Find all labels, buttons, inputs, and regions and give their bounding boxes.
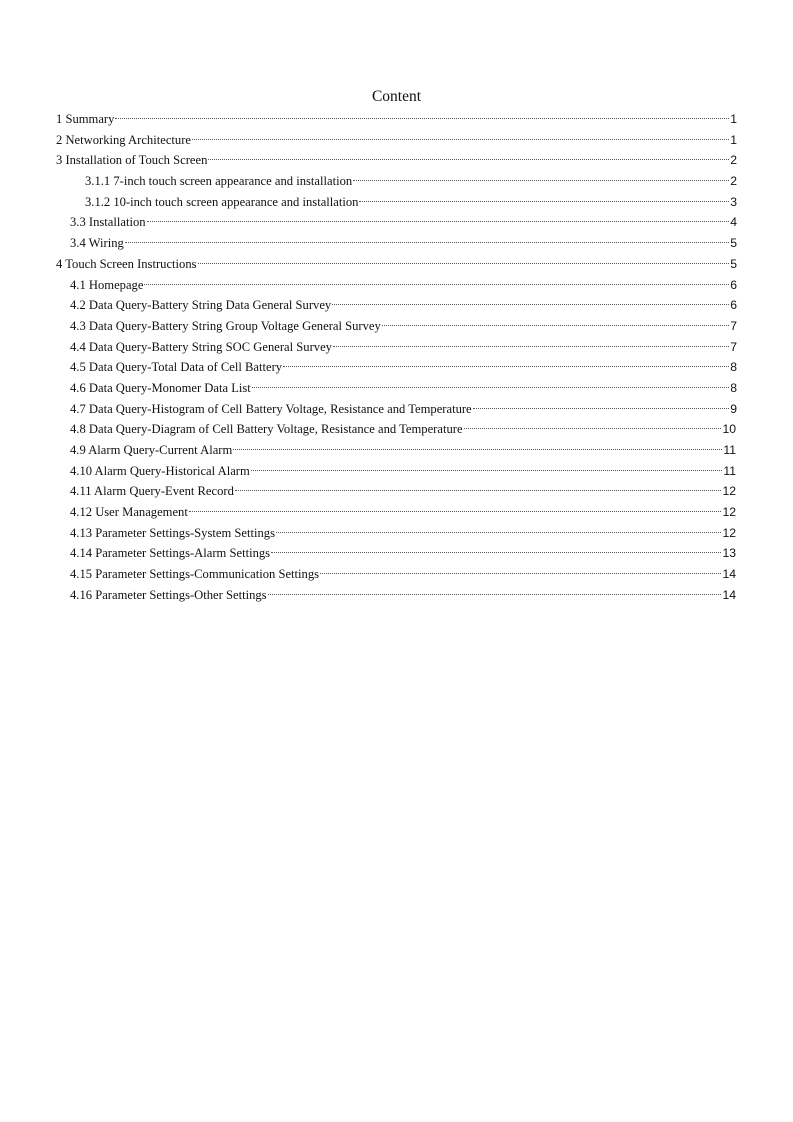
toc-entry-page-number: 7 xyxy=(730,318,737,333)
toc-entry-page-number: 12 xyxy=(722,525,736,540)
toc-entry[interactable] xyxy=(0,171,793,192)
toc-entry[interactable] xyxy=(0,357,793,378)
toc-dot-leader xyxy=(464,427,722,429)
toc-entry-label: 4.16 Parameter Settings-Other Settings xyxy=(70,587,267,602)
toc-entry-page-number: 13 xyxy=(722,546,736,561)
toc-dot-leader xyxy=(198,262,730,264)
toc-entry[interactable] xyxy=(0,233,793,254)
toc-entry-label: 4.14 Parameter Settings-Alarm Settings xyxy=(70,546,271,561)
toc-entry-label: 4.7 Data Query-Histogram of Cell Battery Voltage, Resistance and Temperature xyxy=(70,401,472,416)
toc-entry-label: 4.2 Data Query-Battery String Data General Survey xyxy=(70,298,332,313)
toc-entry-label: 4.4 Data Query-Battery String SOC General Survey xyxy=(70,339,332,354)
toc-entry-page-number: 6 xyxy=(730,298,737,313)
toc-entry[interactable] xyxy=(0,316,793,337)
toc-entry-label: 3.1.1 7-inch touch screen appearance and installation xyxy=(85,174,353,189)
toc-entry-label: 2 Networking Architecture xyxy=(56,132,191,147)
toc-entry-label: 4.1 Homepage xyxy=(70,277,144,292)
toc-entry-page-number: 7 xyxy=(730,339,737,354)
toc-entry-label: 3.4 Wiring xyxy=(70,236,124,251)
toc-entry-label: 4.3 Data Query-Battery String Group Voltage General Survey xyxy=(70,318,381,333)
toc-dot-leader xyxy=(268,593,722,595)
toc-dot-leader xyxy=(189,510,722,512)
toc-entry[interactable] xyxy=(0,399,793,420)
toc-entry-page-number: 1 xyxy=(730,112,737,126)
toc-entry[interactable] xyxy=(0,585,793,606)
toc-dot-leader xyxy=(147,220,730,222)
toc-entry-page-number: 4 xyxy=(730,215,737,230)
toc-dot-leader xyxy=(125,241,729,243)
toc-entry-page-number: 14 xyxy=(722,567,736,582)
toc-entry-page-number: 8 xyxy=(730,360,737,375)
toc-entry-label: 4.5 Data Query-Total Data of Cell Battery xyxy=(70,360,283,375)
toc-dot-leader xyxy=(192,138,729,140)
toc-entry-label: 4.6 Data Query-Monomer Data List xyxy=(70,380,251,395)
toc-entry[interactable] xyxy=(0,523,793,544)
toc-dot-leader xyxy=(473,407,730,409)
toc-entry[interactable] xyxy=(0,192,793,213)
toc-entry[interactable] xyxy=(0,275,793,296)
toc-entry[interactable] xyxy=(0,481,793,502)
toc-dot-leader xyxy=(144,283,729,285)
toc-entry-page-number: 12 xyxy=(722,484,736,499)
toc-entry-label: 3 Installation of Touch Screen xyxy=(56,153,208,168)
toc-entry[interactable] xyxy=(0,254,793,275)
toc-entry[interactable] xyxy=(0,130,793,151)
toc-entry-label: 4.12 User Management xyxy=(70,505,188,520)
toc-dot-leader xyxy=(320,572,721,574)
toc-entry-page-number: 8 xyxy=(730,380,737,395)
toc-entry[interactable] xyxy=(0,337,793,358)
toc-dot-leader xyxy=(235,489,722,491)
toc-entry-page-number: 3 xyxy=(730,194,737,209)
toc-entry-label: 3.1.2 10-inch touch screen appearance and installation xyxy=(85,194,359,209)
toc-entry-label: 4.11 Alarm Query-Event Record xyxy=(70,484,234,499)
toc-entry-page-number: 9 xyxy=(730,401,737,416)
toc-entry[interactable] xyxy=(0,543,793,564)
toc-entry[interactable] xyxy=(0,295,793,316)
toc-entry-page-number: 2 xyxy=(730,174,737,189)
toc-entry-label: 1 Summary xyxy=(56,112,115,126)
toc-entry-label: 4.8 Data Query-Diagram of Cell Battery Voltage, Resistance and Temperature xyxy=(70,422,463,437)
toc-entry-page-number: 14 xyxy=(722,587,736,602)
toc-dot-leader xyxy=(233,448,722,450)
toc-entry-page-number: 6 xyxy=(730,277,737,292)
toc-entry-page-number: 2 xyxy=(730,153,737,168)
toc-entry[interactable] xyxy=(0,564,793,585)
toc-entry-label: 4.15 Parameter Settings-Communication Settings xyxy=(70,567,320,582)
toc-entry-label: 4.9 Alarm Query-Current Alarm xyxy=(70,443,233,457)
toc-entry[interactable] xyxy=(0,440,793,461)
toc-entry-page-number: 12 xyxy=(722,505,736,520)
toc-entry[interactable] xyxy=(0,461,793,482)
toc-entry[interactable] xyxy=(0,378,793,399)
toc-entry-page-number: 1 xyxy=(730,132,737,147)
toc-title: Content xyxy=(371,88,422,105)
toc-entry-page-number: 5 xyxy=(730,256,737,271)
toc-entry-page-number: 11 xyxy=(723,443,736,457)
toc-entry-page-number: 5 xyxy=(730,236,737,251)
toc-dot-leader xyxy=(353,179,729,181)
toc-dot-leader xyxy=(115,117,729,119)
toc-entry-page-number: 11 xyxy=(723,463,736,478)
toc-entry-label: 4.10 Alarm Query-Historical Alarm xyxy=(70,463,250,478)
toc-dot-leader xyxy=(382,324,729,326)
toc-dot-leader xyxy=(251,469,723,471)
toc-dot-leader xyxy=(208,158,729,160)
toc-dot-leader xyxy=(276,531,721,533)
toc-dot-leader xyxy=(252,386,729,388)
toc-entry[interactable] xyxy=(0,502,793,523)
toc-entry[interactable] xyxy=(0,212,793,233)
toc-entry-label: 4.13 Parameter Settings-System Settings xyxy=(70,525,275,540)
toc-entry-label: 4 Touch Screen Instructions xyxy=(56,256,197,271)
toc-dot-leader xyxy=(359,200,729,202)
toc-entry[interactable] xyxy=(0,150,793,171)
toc-entry[interactable] xyxy=(0,419,793,440)
toc-entry-page-number: 10 xyxy=(722,422,736,437)
toc-dot-leader xyxy=(271,551,721,553)
toc-entry-label: 3.3 Installation xyxy=(70,215,146,230)
table-of-contents xyxy=(0,109,793,606)
toc-dot-leader xyxy=(332,303,729,305)
toc-dot-leader xyxy=(333,345,729,347)
toc-entry[interactable] xyxy=(0,109,793,130)
toc-dot-leader xyxy=(283,365,729,367)
